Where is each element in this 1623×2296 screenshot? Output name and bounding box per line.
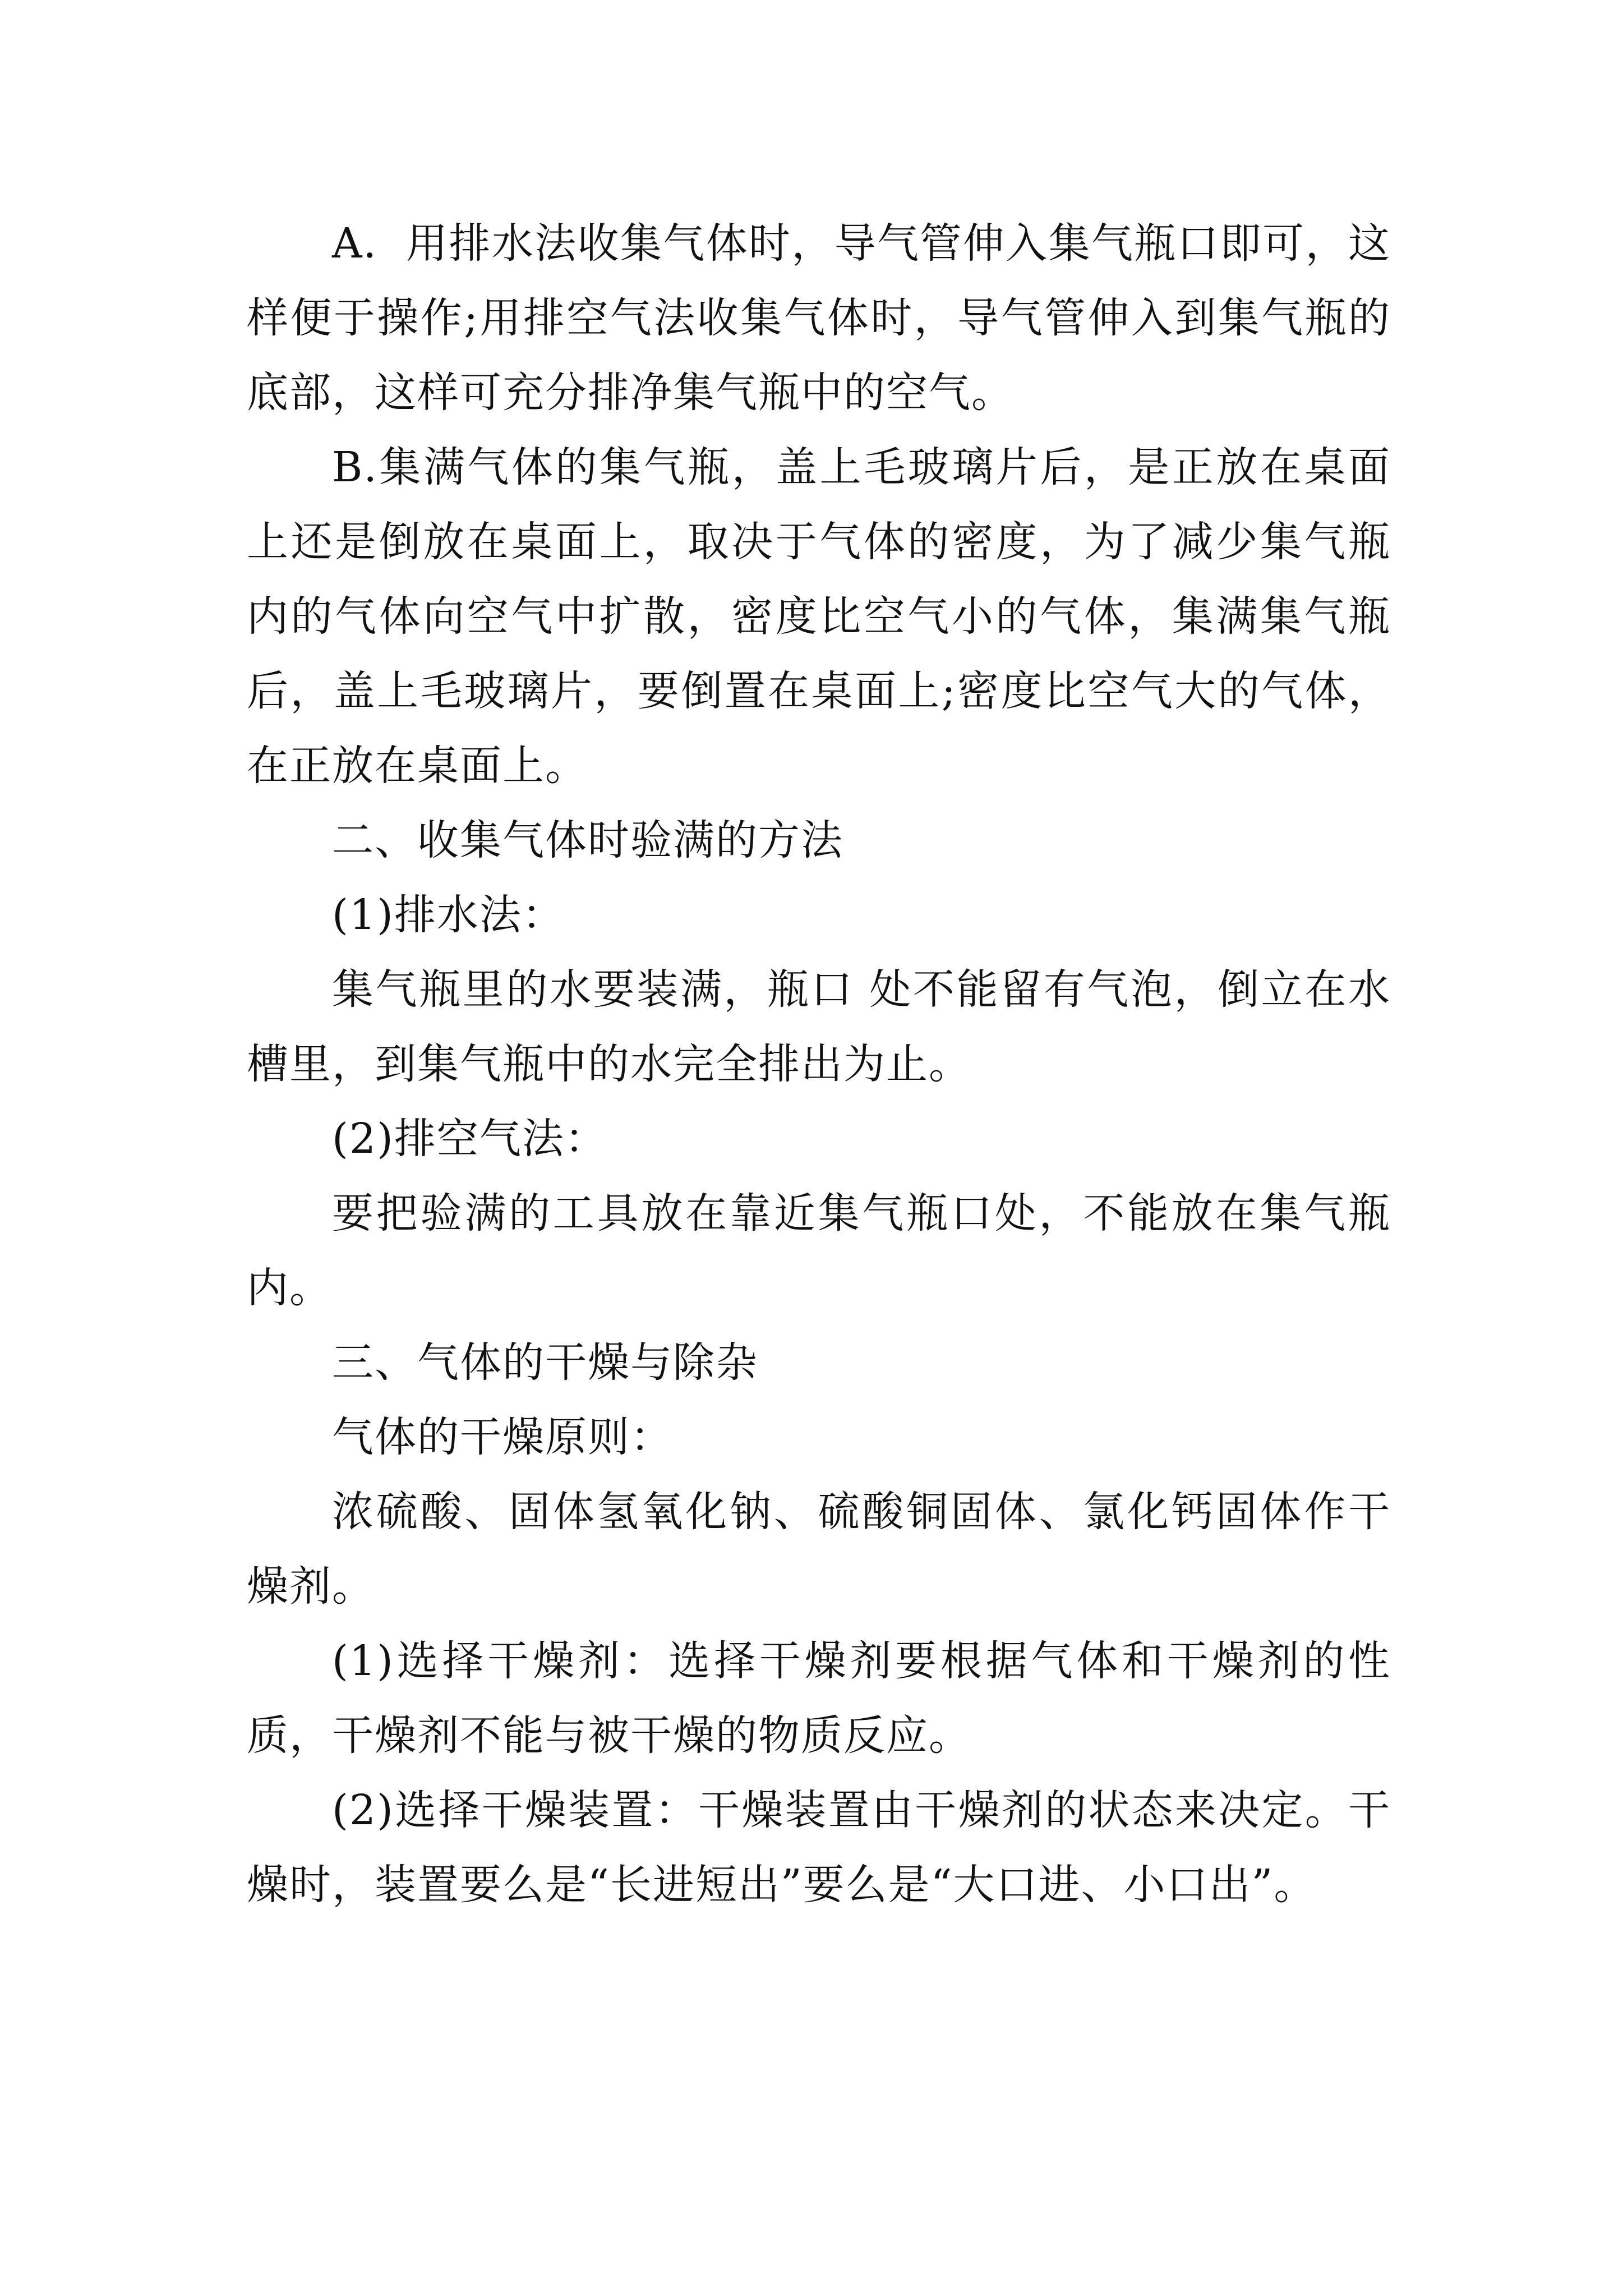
paragraph-desiccants: 浓硫酸、固体氢氧化钠、硫酸铜固体、氯化钙固体作干燥剂。 bbox=[247, 1488, 1391, 1611]
paragraph-choose-desiccant: (1)选择干燥剂：选择干燥剂要根据气体和干燥剂的性质，干燥剂不能与被干燥的物质反应。 bbox=[247, 1637, 1391, 1760]
paragraph-water-displacement: 集气瓶里的水要装满，瓶口 处不能留有气泡，倒立在水槽里，到集气瓶中的水完全排出为止。 bbox=[247, 965, 1391, 1088]
paragraph-a-collection-tube: A．用排水法收集气体时，导气管伸入集气瓶口即可，这样便于操作;用排空气法收集气体时，导气管伸入到集气瓶的底部，这样可充分排净集气瓶中的空气。 bbox=[247, 219, 1391, 417]
paragraph-b-bottle-placement: B.集满气体的集气瓶，盖上毛玻璃片后，是正放在桌面上还是倒放在桌面上，取决于气体的密度，为了减少集气瓶内的气体向空气中扩散，密度比空气小的气体，集满集气瓶后，盖上毛玻璃片，要倒置在桌面上;密度比空气大的气体，在正放在桌面上。 bbox=[247, 443, 1391, 790]
paragraph-choose-apparatus: (2)选择干燥装置：干燥装置由干燥剂的状态来决定。干燥时，装置要么是“长进短出”要么是“大口进、小口出”。 bbox=[247, 1786, 1391, 1909]
section-heading-checking-full: 二、收集气体时验满的方法 bbox=[332, 816, 843, 864]
subheading-air-displacement: (2)排空气法： bbox=[332, 1115, 607, 1163]
subheading-drying-principle: 气体的干燥原则： bbox=[332, 1413, 673, 1461]
paragraph-air-displacement: 要把验满的工具放在靠近集气瓶口处，不能放在集气瓶内。 bbox=[247, 1189, 1391, 1312]
subheading-water-displacement: (1)排水法： bbox=[332, 891, 565, 939]
section-heading-drying: 三、气体的干燥与除杂 bbox=[332, 1338, 758, 1387]
document-body bbox=[247, 206, 1391, 1922]
